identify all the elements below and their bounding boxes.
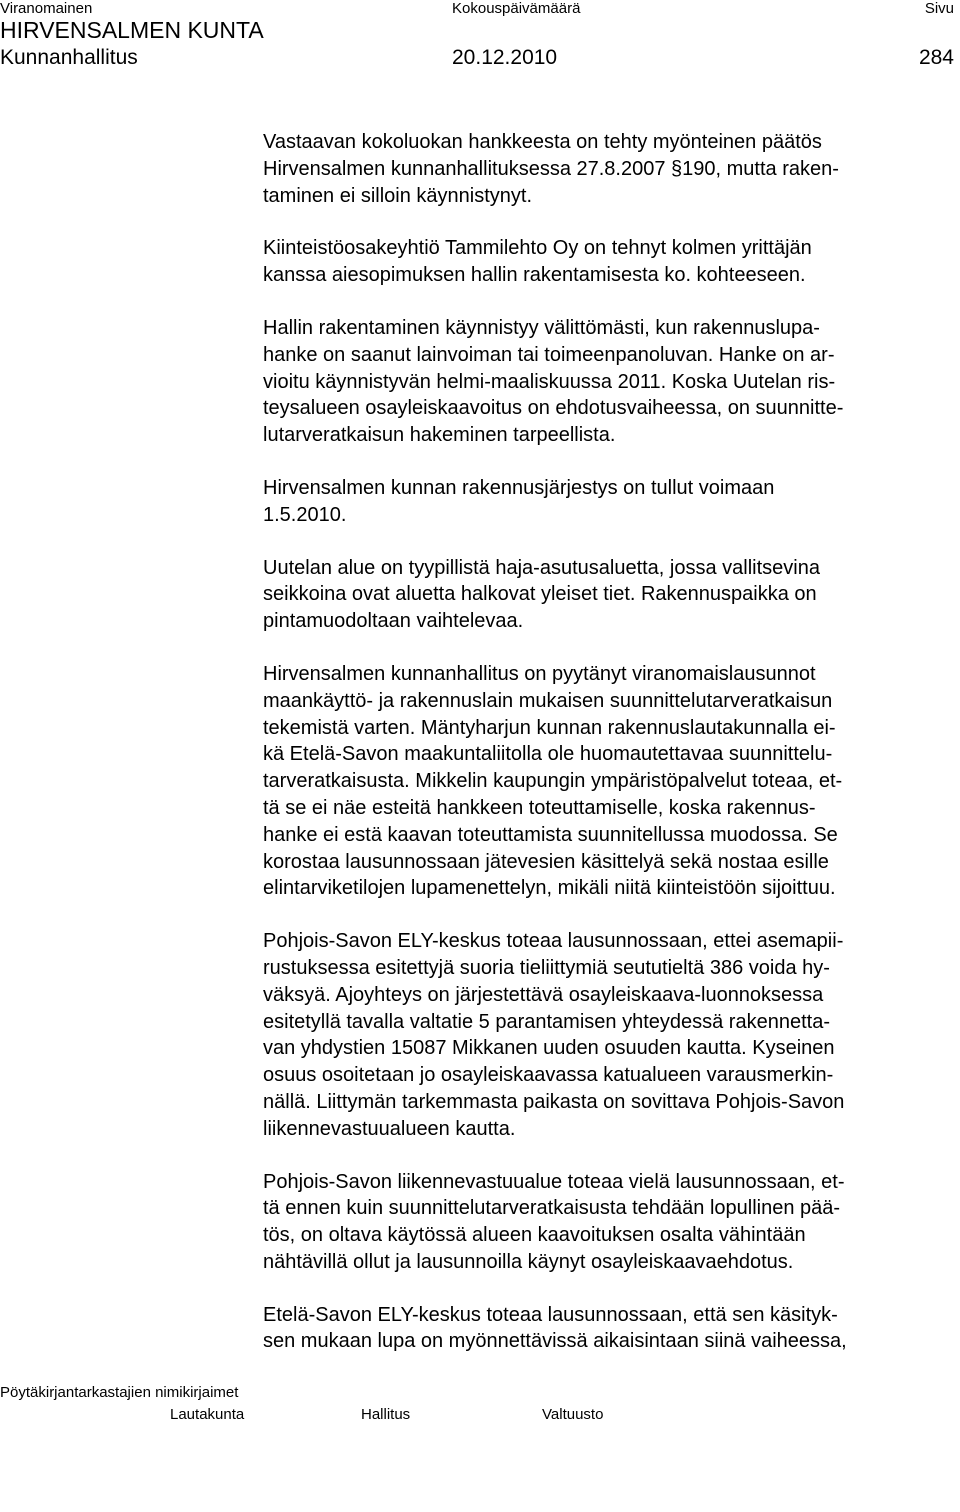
document-body [263,129,953,1381]
text-line: pintamuodoltaan vaihtelevaa. [263,610,524,633]
text-line: teysalueen osayleiskaavoitus on ehdotusvaiheessa, on suunnitte- [263,397,844,420]
text-line: Hirvensalmen kunnanhallituksessa 27.8.2007 §190, mutta raken- [263,157,839,180]
footer-item-board: Lautakunta [170,1406,245,1423]
text-line: sen mukaan lupa on myönnettävissä aikaisintaan siinä vaiheessa, [263,1330,847,1353]
text-line: korostaa lausunnossaan jätevesien käsittelyä sekä nostaa esille [263,850,829,873]
text-line: väksyä. Ajoyhteys on järjestettävä osayleiskaava-luonnoksessa [263,983,824,1006]
paragraph [263,235,953,289]
page-label: Sivu [924,0,954,17]
text-line: Hirvensalmen kunnanhallitus on pyytänyt viranomaislausunnot [263,662,816,685]
paragraph [263,1302,953,1356]
text-line: seikkoina ovat aluetta halkovat yleiset tiet. Rakennuspaikka on [263,583,817,606]
text-line: Pohjois-Savon ELY-keskus toteaa lausunnossaan, ettei asemapii- [263,930,844,953]
paragraph [263,555,953,635]
footer-item-government: Hallitus [361,1406,411,1423]
text-line: osuus osoitetaan jo osayleiskaavassa katualueen varausmerkin- [263,1064,834,1087]
page-footer [0,1384,960,1424]
text-line: 1.5.2010. [263,503,347,526]
text-line: tä se ei näe esteitä hankkeen toteuttamiselle, koska rakennus- [263,796,816,819]
text-line: tös, on oltava käytössä alueen kaavoituksen osalta vähintään [263,1224,806,1247]
text-line: Kiinteistöosakeyhtiö Tammilehto Oy on tehnyt kolmen yrittäjän [263,237,812,260]
text-line: esitetyllä tavalla valtatie 5 parantamisen yhteydessä rakennetta- [263,1010,830,1033]
text-line: hanke on saanut lainvoiman tai toimeenpanoluvan. Hanke on ar- [263,343,835,366]
paragraph [263,1169,953,1276]
text-line: van yhdystien 15087 Mikkanen uuden osuuden kautta. Kyseinen [263,1037,835,1060]
board-name: Kunnanhallitus [0,46,138,69]
text-line: liikennevastuualueen kautta. [263,1117,516,1140]
text-line: lutarveratkaisun hakeminen tarpeellista. [263,424,616,447]
meeting-date-label: Kokouspäivämäärä [452,0,581,17]
text-line: tarveratkaisusta. Mikkelin kaupungin ympäristöpalvelut toteaa, et- [263,770,843,793]
text-line: vioitu käynnistyvän helmi-maaliskuussa 2011. Koska Uutelan ris- [263,370,836,393]
text-line: nähtävillä ollut ja lausunnoilla käynyt osayleiskaavaehdotus. [263,1250,794,1273]
text-line: Hallin rakentaminen käynnistyy välittömästi, kun rakennuslupa- [263,316,820,339]
text-line: kä Etelä-Savon maakuntaliitolla ole huomautettavaa suunnittelu- [263,743,833,766]
text-line: Pohjois-Savon liikennevastuualue toteaa vielä lausunnossaan, et- [263,1170,845,1193]
organization-name: HIRVENSALMEN KUNTA [0,17,264,43]
footer-item-council: Valtuusto [542,1406,604,1423]
page-header [0,0,960,80]
page-number: 284 [918,46,954,69]
text-line: kanssa aiesopimuksen hallin rakentamisesta ko. kohteeseen. [263,264,806,287]
paragraph [263,661,953,902]
meeting-date: 20.12.2010 [452,46,558,69]
text-line: nällä. Liittymän tarkemmasta paikasta on sovittava Pohjois-Savon [263,1090,845,1113]
text-line: Uutelan alue on tyypillistä haja-asutusaluetta, jossa vallitsevina [263,556,820,579]
text-line: tekemistä varten. Mäntyharjun kunnan rakennuslautakunnalla ei- [263,716,836,739]
authority-label: Viranomainen [0,0,93,17]
text-line: rustuksessa esitettyjä suoria tieliittymiä seututieltä 386 voida hy- [263,956,830,979]
text-line: Hirvensalmen kunnan rakennusjärjestys on tullut voimaan [263,476,775,499]
text-line: tä ennen kuin suunnittelutarveratkaisusta tehdään lopullinen pää- [263,1197,841,1220]
text-line: elintarviketilojen lupamenettelyn, mikäli niitä kiinteistöön sijoittuu. [263,877,836,900]
paragraph [263,928,953,1142]
text-line: Etelä-Savon ELY-keskus toteaa lausunnossaan, että sen käsityk- [263,1303,838,1326]
paragraph [263,315,953,449]
text-line: hanke ei estä kaavan toteuttamista suunnitellussa muodossa. Se [263,823,838,846]
text-line: Vastaavan kokoluokan hankkeesta on tehty myönteinen päätös [263,131,822,153]
initials-title: Pöytäkirjantarkastajien nimikirjaimet [0,1384,239,1401]
paragraph [263,129,953,209]
text-line: taminen ei silloin käynnistynyt. [263,184,533,207]
paragraph [263,475,953,529]
text-line: maankäyttö- ja rakennuslain mukaisen suunnittelutarveratkaisun [263,689,833,712]
